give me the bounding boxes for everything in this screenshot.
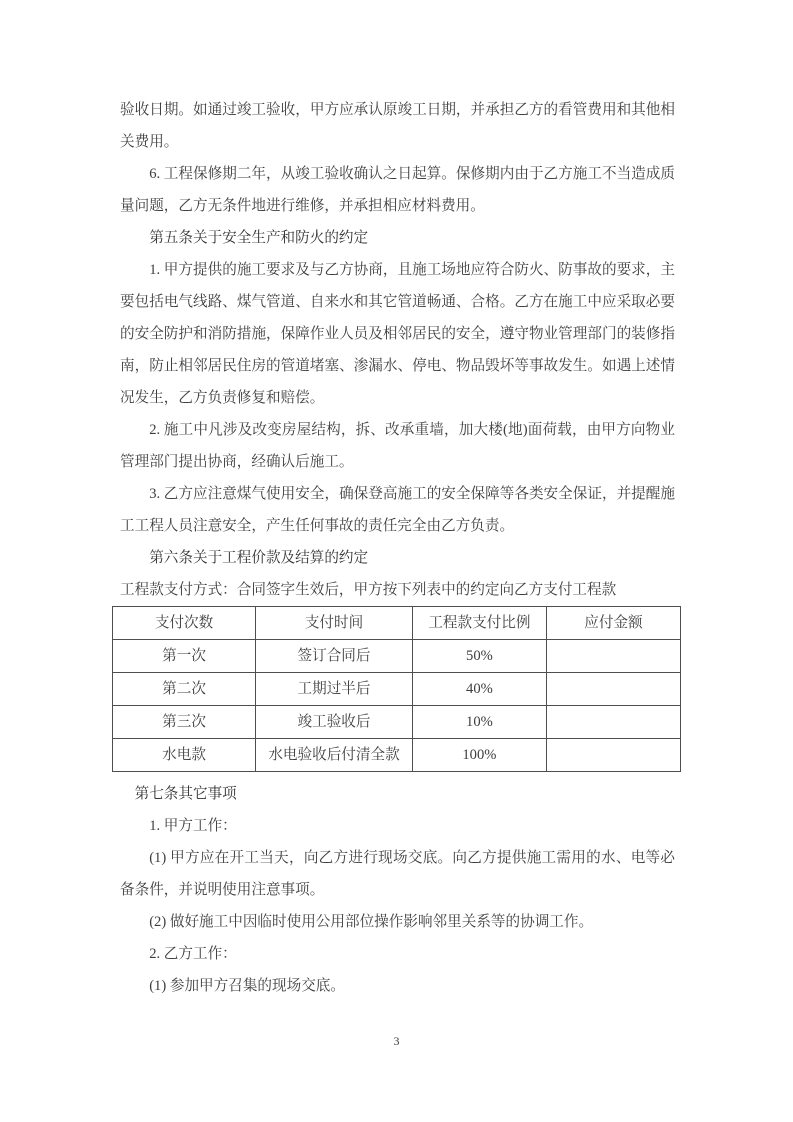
paragraph-payment-method-intro: 工程款支付方式：合同签字生效后，甲方按下列表中的约定向乙方支付工程款 bbox=[120, 582, 617, 598]
cell-time: 竣工验收后 bbox=[256, 706, 413, 739]
section-heading-article-5: 第五条关于安全生产和防火的约定 bbox=[149, 230, 369, 246]
paragraph-article7-a-item-1: (1) 甲方应在开工当天，向乙方进行现场交底。向乙方提供施工需用的水、电等必备条件，并说明使用注意事项。 bbox=[120, 850, 675, 898]
col-header-payment-ratio: 工程款支付比例 bbox=[412, 607, 546, 640]
paragraph-article7-party-b-work: 2. 乙方工作： bbox=[149, 946, 237, 962]
cell-time: 签订合同后 bbox=[256, 640, 413, 673]
table-row bbox=[113, 673, 681, 706]
table-header-row bbox=[113, 607, 681, 640]
table-row bbox=[113, 640, 681, 673]
cell-ratio: 40% bbox=[412, 673, 546, 706]
cell-time: 水电验收后付清全款 bbox=[256, 739, 413, 772]
paragraph-article7-b-item-1: (1) 参加甲方召集的现场交底。 bbox=[149, 978, 345, 994]
payment-schedule-table bbox=[112, 606, 681, 772]
page-number: 3 bbox=[393, 1034, 400, 1048]
contract-body bbox=[120, 94, 675, 1002]
paragraph-article5-item-2: 2. 施工中凡涉及改变房屋结构，拆、改承重墙，加大楼(地)面荷载，由甲方向物业管理部门提出协商，经确认后施工。 bbox=[120, 422, 675, 470]
cell-installment: 第二次 bbox=[113, 673, 256, 706]
section-heading-article-6: 第六条关于工程价款及结算的约定 bbox=[149, 550, 369, 566]
cell-ratio: 100% bbox=[412, 739, 546, 772]
col-header-payment-installment: 支付次数 bbox=[113, 607, 256, 640]
cell-installment: 水电款 bbox=[113, 739, 256, 772]
paragraph-article7-party-a-work: 1. 甲方工作： bbox=[149, 818, 237, 834]
cell-amount bbox=[546, 739, 680, 772]
table-row bbox=[113, 739, 681, 772]
paragraph-article5-item-3: 3. 乙方应注意煤气使用安全，确保登高施工的安全保障等各类安全保证，并提醒施工工程人员注意安全，产生任何事故的责任完全由乙方负责。 bbox=[120, 486, 675, 534]
paragraph-article7-a-item-2: (2) 做好施工中因临时使用公用部位操作影响邻里关系等的协调工作。 bbox=[149, 914, 594, 930]
col-header-payable-amount: 应付金额 bbox=[546, 607, 680, 640]
cell-ratio: 10% bbox=[412, 706, 546, 739]
paragraph-acceptance-continuation: 验收日期。如通过竣工验收，甲方应承认原竣工日期，并承担乙方的看管费用和其他相关费用。 bbox=[120, 102, 675, 150]
cell-installment: 第一次 bbox=[113, 640, 256, 673]
cell-amount bbox=[546, 640, 680, 673]
cell-amount bbox=[546, 706, 680, 739]
col-header-payment-time: 支付时间 bbox=[256, 607, 413, 640]
table-row bbox=[113, 706, 681, 739]
paragraph-warranty-clause-6: 6. 工程保修期二年，从竣工验收确认之日起算。保修期内由于乙方施工不当造成质量问题，乙方无条件地进行维修，并承担相应材料费用。 bbox=[120, 166, 675, 214]
cell-installment: 第三次 bbox=[113, 706, 256, 739]
cell-ratio: 50% bbox=[412, 640, 546, 673]
cell-time: 工期过半后 bbox=[256, 673, 413, 706]
section-heading-article-7: 第七条其它事项 bbox=[134, 786, 237, 802]
cell-amount bbox=[546, 673, 680, 706]
paragraph-article5-item-1: 1. 甲方提供的施工要求及与乙方协商，且施工场地应符合防火、防事故的要求，主要包括电气线路、煤气管道、自来水和其它管道畅通、合格。乙方在施工中应采取必要的安全防护和消防措施，保障作业人员及相邻居民的安全，遵守物业管理部门的装修指南，防止相邻居民住房的管道堵塞、渗漏水、停电、物品毁坏等事故发生。如遇上述情况发生，乙方负责修复和赔偿。 bbox=[120, 262, 675, 406]
